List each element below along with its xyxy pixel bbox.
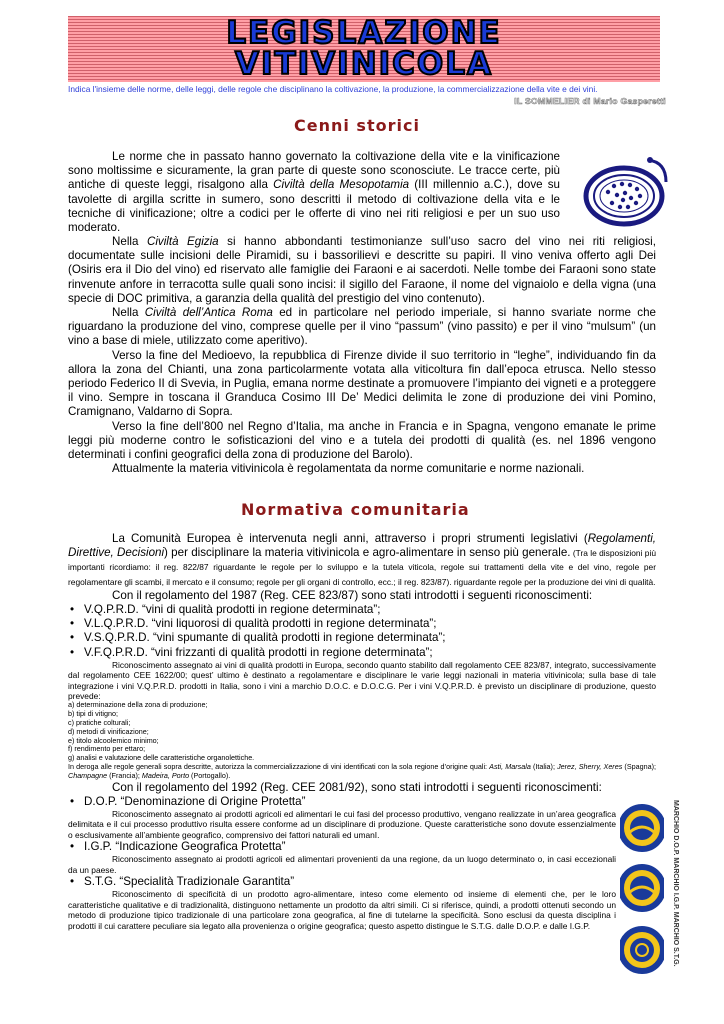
- dop-seal-icon: [621, 807, 663, 849]
- text-italic: Civiltà dell’Antica Roma: [144, 306, 273, 320]
- text: (Italia);: [530, 762, 558, 772]
- paragraph-mesopotamia: [68, 150, 560, 235]
- text: Nella: [112, 306, 145, 320]
- deroga-text: [68, 763, 656, 781]
- seals-caption: [672, 800, 686, 990]
- author-byline: IL SOMMELIER di Mario Gasperetti: [514, 96, 666, 106]
- text: In deroga alle regole generali sopra descritte, autorizza la commercializzazione di vini identificati con la sola regione d’origine quali:: [68, 762, 490, 772]
- text-italic: Asti, Marsala: [489, 762, 531, 772]
- text: (Francia);: [107, 770, 142, 780]
- list-item: f) rendimento per ettaro;: [68, 744, 146, 754]
- list-item: a) determinazione della zona di produzione;: [68, 700, 208, 710]
- list-item: • V.L.Q.P.R.D. “vini liquorosi di qualità prodotti in regione determinata”;: [68, 617, 656, 631]
- banner-title-line1: LEGISLAZIONE: [226, 15, 502, 51]
- banner-title-line2: VITIVINICOLA: [234, 46, 494, 82]
- list-item: c) pratiche colturali;: [68, 718, 131, 728]
- paragraph-reg-1992: Con il regolamento del 1992 (Reg. CEE 2081/92), sono stati introdotti i seguenti riconoscimenti:: [112, 780, 602, 794]
- list-item-stg: • S.T.G. “Specialità Tradizionale Garantita”: [68, 875, 616, 889]
- disciplinare-list: [68, 701, 656, 780]
- list-item-dop: • D.O.P. “Denominazione di Origine Protetta”: [68, 795, 616, 809]
- list-1992: [68, 795, 616, 931]
- igp-seal-icon: [621, 867, 663, 909]
- text: La Comunità Europea è intervenuta negli anni, attraverso i propri strumenti legislativi (: [112, 532, 588, 545]
- text-italic: Madeira, Porto: [141, 770, 190, 780]
- paragraph-reg-1987: Con il regolamento del 1987 (Reg. CEE 823/87) sono stati introdotti i seguenti riconoscimenti:: [112, 588, 593, 602]
- text: si hanno abbondanti testimonianze sull’uso sacro del vino nei riti religiosi, documentate sulle incisioni delle Piramidi, su i bassorilievi e descritte su papiri. Il vino veniva offerto agli Dei (Osiris era il Dio del vino) ed riservato alle famiglie dei Faraoni e ai sacerdoti. Nelle tombe dei Faraoni sono state rinvenute anfore in terracotta sulle quali sono incisi: il sigillo del Faraone, il nome del vignaiolo e della vigna (una specie di DOC primitiva, a garanzia della qualità del prestigio del vino contenuto).: [68, 235, 656, 305]
- text-italic: Champagne: [68, 770, 108, 780]
- list-item: e) titolo alcoolemico minimo;: [68, 735, 159, 745]
- paragraph-desc-1987: Riconoscimento assegnato ai vini di qualità prodotti in Europa, secondo quanto stabilito dall regolamento CEE 823/87, integrato, successivamente dal regolamento CEE 1622/00; quest’ ultimo è destinato a regolamentare e disciplinare le varie leggi nazionali in materia vitivinicola; sulla base di tale integrazione i vini V.Q.P.R.D. prodotti in Italia, sono i vini a marchio D.O.C. e D.O.C.G. Per i vini V.Q.P.R.D. è previsto un disciplinare di produzione, questo prevede:: [68, 659, 656, 702]
- section-title-cenni-storici: Cenni storici: [294, 116, 420, 135]
- text: (Spagna);: [622, 762, 656, 772]
- eu-quality-seals-icon: [620, 800, 664, 980]
- text: (III millennio a.C.), dove su tavolette di argilla scritte in sumero, sono descritti il metodo di coltivazione della vita e le tecniche di vinificazione; oltre a codici per le offerte di vino nei riti religiosi e per un suo uso moderato.: [68, 178, 560, 235]
- text: ) per disciplinare la materia vitivinicola e agro-alimentare in senso più generale.: [164, 546, 571, 560]
- list-item: d) metodi di vinificazione;: [68, 726, 149, 736]
- list-item: • V.S.Q.P.R.D. “vini spumante di qualità prodotti in regione determinata”;: [68, 631, 656, 645]
- text-italic: Jerez, Sherry, Xeres: [557, 762, 623, 772]
- text: ed in particolare nel periodo imperiale, si hanno svariate norme che riguardano la produzione del vino, comprese quelle per il vino “passum” (vino passito) e per il vino “mulsum” (un vino a base di miele, utilizzato come aperitivo).: [68, 306, 656, 348]
- paragraph-intro: [68, 532, 656, 589]
- normativa-body: [68, 532, 656, 931]
- paragraph-ottocento: Verso la fine dell’800 nel Regno d’Italia, ma anche in Francia e in Spagna, vengono emanate le prime leggi più moderne contro le sofisticazioni del vino e a tutela dei prodotti di qualità (es. nel 1896 vengono determinati i confini geografici della zona di produzione del Barolo).: [68, 419, 656, 462]
- text: (Portogallo).: [189, 770, 231, 780]
- sommelier-logo-icon: [578, 152, 670, 232]
- text: Le norme che in passato hanno governato la coltivazione della vite e la vinificazione sono moltissime e sicuramente, la gran parte di queste sono sconosciute. Le tracce certe, più antiche di queste leggi, risalgono alla: [68, 150, 560, 192]
- paragraph-attualmente: Attualmente la materia vitivinicola è regolamentata da norme comunitarie e norme nazionali.: [112, 462, 585, 476]
- paragraph-roma: [68, 306, 656, 349]
- text: Nella: [112, 235, 147, 248]
- stg-seal-icon: [621, 929, 663, 971]
- paragraph-medioevo: Verso la fine del Medioevo, la repubblica di Firenze divide il suo territorio in “leghe”, individuando fin da allora la zona del Chianti, una zona particolarmente votata alla viticoltura fin dall’epoca etrusca. Nello stesso periodo Federico II di Svevia, in Puglia, emana norme destinate a promuovere l’impianto dei vigneti e a proteggere il vino. Sempre in toscana il Granduca Cosimo III De’ Medici delimita le zone di produzione dei vini Pomino, Cramignano, Valdarno di Sopra.: [68, 348, 656, 419]
- banner-subtitle: Indica l'insieme delle norme, delle leggi, delle regole che disciplinano la coltivazione, la produzione, la commercializzazione della vite e dei vini.: [68, 84, 598, 94]
- paragraph-dop: Riconoscimento assegnato ai prodotti agricoli ed alimentari le cui fasi del processo produttivo, vengano realizzate in un’area geografica delimitata e il cui processo produttivo risulta essere conforme ad un disciplinare di produzione. Queste caratteristiche sono dovute essenzialmente o esclusivamente all’ambiente geografico, comprensivo dei fattori naturali ed umanI.: [68, 809, 616, 840]
- paragraph-stg: Riconoscimento di specificità di un prodotto agro-alimentare, inteso come elemento od insieme di elementi che, per le loro caratteristiche qualitative e di tradizionalità, distinguono nettamente un prodotto da altri simili. Ci si riferisce, quindi, a prodotti ottenuti secondo un metodo di produzione tipico tradizionale di una particolare zona geografica, al fine di tutelarne la specificità. Sono esclusi da questa disciplina i prodotti il cui carattere peculiare sia legato alla provenienza o origine geografica; questo aspetto distingue le S.T.G. dalle D.O.P. e dalle I.G.P.: [68, 889, 616, 931]
- list-item-igp: • I.G.P. “Indicazione Geografica Protetta”: [68, 840, 616, 854]
- text-italic: Regolamenti, Direttive, Decisioni: [68, 532, 656, 560]
- list-item: b) tipi di vitigno;: [68, 709, 118, 719]
- paragraph-egizia: [68, 235, 656, 306]
- cenni-body: [68, 235, 656, 476]
- list-1987: [68, 603, 656, 660]
- section-title-normativa-comunitaria: Normativa comunitaria: [241, 500, 470, 519]
- text-italic: Civiltà della Mesopotamia: [273, 178, 410, 192]
- list-item: • V.F.Q.P.R.D. “vini frizzanti di qualità prodotti in regione determinata”;: [68, 646, 656, 660]
- text-small: (Tra le disposizioni più importanti ricordiamo: il reg. 822/87 riguardante le regole per lo sviluppo e la tutela viticola, regole sui trattamenti della vite e del vino, regole per regolamentare gli scambi, il mercato e il consumo; regole per gli organi di controllo, ecc.; il reg. 823/87). riguardante regole per la produzione dei vini di qualità.: [68, 548, 656, 587]
- list-item: g) analisi e valutazione delle caratteristiche organolettiche.: [68, 753, 255, 763]
- title-banner: [68, 16, 660, 82]
- text-italic: Civiltà Egizia: [146, 235, 219, 248]
- paragraph-igp: Riconoscimento assegnato ai prodotti agricoli ed alimentari provenienti da una regione, da un luogo determinato o, in casi eccezionali da un paese.: [68, 854, 616, 875]
- list-item: • V.Q.P.R.D. “vini di qualità prodotti in regione determinata”;: [68, 603, 656, 617]
- seals-caption-text: MARCHIO D.O.P. MARCHIO I.G.P. MARCHIO S.T.G.: [672, 800, 679, 967]
